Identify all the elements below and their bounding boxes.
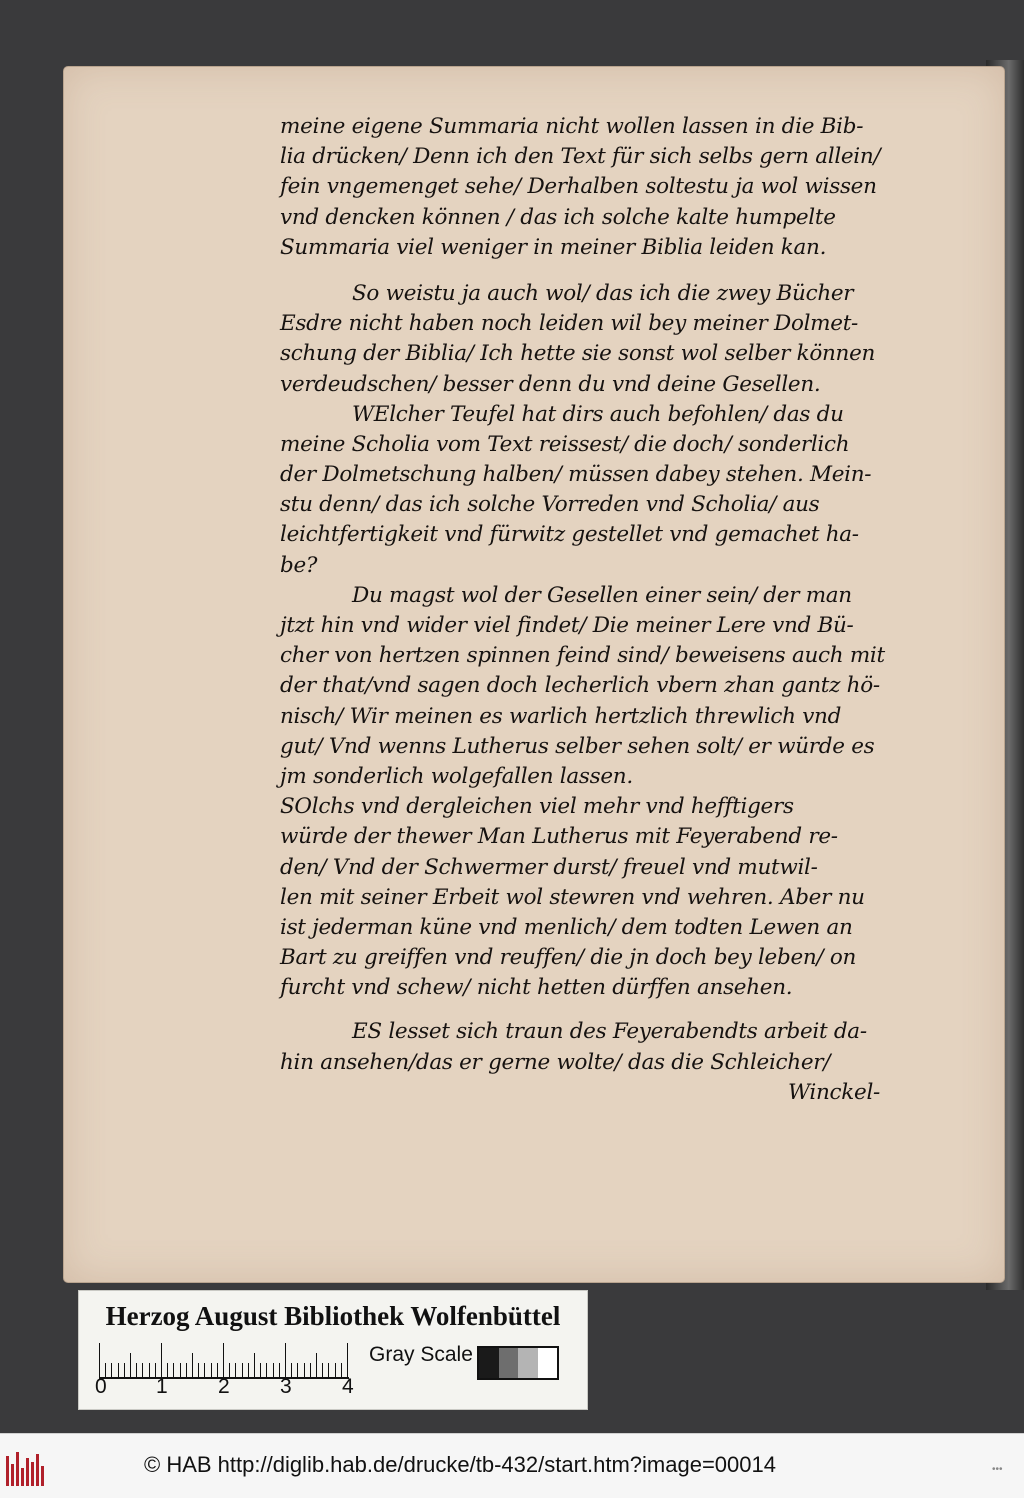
gray-swatch [499, 1348, 519, 1378]
ruler-numbers [95, 1375, 359, 1403]
text-line: der Dolmetschung halben/ müssen dabey stehen. Mein- [280, 462, 872, 488]
ruler-tick [99, 1343, 100, 1377]
text-line: hin ansehen/das er gerne wolte/ das die Schleicher/ [280, 1049, 831, 1075]
text-line: WElcher Teufel hat dirs auch befohlen/ das du [352, 401, 844, 427]
text-line: den/ Vnd der Schwermer durst/ freuel vnd mutwil- [280, 854, 818, 880]
text-line: ES lesset sich traun des Feyerabendts arbeit da- [352, 1019, 867, 1045]
ruler-tick [192, 1353, 193, 1377]
text-line: len mit seiner Erbeit wol stewren vnd wehren. Aber nu [280, 884, 865, 910]
text-line: jm sonderlich wolgefallen lassen. [280, 763, 633, 789]
copyright-link[interactable]: © HAB http://diglib.hab.de/drucke/tb-432/start.htm?image=00014 [144, 1452, 776, 1477]
ruler-tick [347, 1343, 348, 1377]
ruler-tick [223, 1343, 224, 1377]
ruler-tick [316, 1353, 317, 1377]
text-line: stu denn/ das ich solche Vorreden vnd Scholia/ aus [280, 492, 820, 518]
hab-logo-icon [6, 1450, 46, 1486]
gray-scale-label: Gray Scale [369, 1343, 473, 1366]
ruler-number: 3 [280, 1375, 292, 1398]
text-line: Du magst wol der Gesellen einer sein/ der man [352, 582, 852, 608]
text-line: be? [280, 552, 318, 578]
library-title: Herzog August Bibliothek Wolfenbüttel [105, 1301, 561, 1331]
ruler-number: 2 [218, 1375, 230, 1398]
color-scale-card [78, 1290, 588, 1410]
text-line: meine eigene Summaria nicht wollen lassen in die Bib- [280, 114, 864, 139]
text-line: leichtfertigkeit vnd fürwitz gestellet vnd gemachet ha- [280, 522, 859, 548]
gray-swatch [479, 1348, 499, 1378]
gray-swatch [538, 1348, 558, 1378]
text-line: der that/vnd sagen doch lecherlich vbern zhan gantz hö- [280, 673, 880, 699]
ruler-number: 1 [156, 1375, 168, 1398]
text-line: cher von hertzen spinnen feind sind/ beweisens auch mit [280, 643, 885, 669]
text-line: Bart zu greiffen vnd reuffen/ die jn doch bey leben/ on [280, 945, 857, 971]
gray-swatch [518, 1348, 538, 1378]
catchword: Winckel- [788, 1079, 880, 1105]
text-line: SOlchs vnd dergleichen viel mehr vnd hefftigers [280, 794, 794, 820]
text-line: lia drücken/ Denn ich den Text für sich selbs gern allein/ [280, 144, 881, 170]
gray-scale-swatches [477, 1346, 559, 1380]
ruler-tick [130, 1353, 131, 1377]
ruler-number: 0 [95, 1375, 107, 1398]
ruler-tick [285, 1343, 286, 1377]
ruler-tick [254, 1353, 255, 1377]
ruler-number: 4 [342, 1375, 354, 1398]
text-line: würde der thewer Man Lutherus mit Feyerabend re- [280, 824, 838, 850]
ruler-tick [161, 1343, 162, 1377]
text-line: meine Scholia vom Text reissest/ die doch/ sonderlich [280, 431, 850, 457]
text-line: Summaria viel weniger in meiner Biblia leiden kan. [280, 234, 827, 260]
text-line: jtzt hin vnd wider viel findet/ Die meiner Lere vnd Bü- [280, 613, 854, 638]
text-line: fein vngemenget sehe/ Derhalben soltestu ja wol wissen [280, 174, 877, 200]
text-line: Esdre nicht haben noch leiden wil bey meiner Dolmet- [280, 311, 859, 337]
text-line: furcht vnd schew/ nicht hetten dürffen ansehen. [280, 975, 793, 1001]
text-line: gut/ Vnd wenns Lutherus selber sehen solt/ er würde es [280, 733, 875, 759]
text-line: ist jederman küne vnd menlich/ dem todten Lewen an [280, 914, 853, 940]
text-line: So weistu ja auch wol/ das ich die zwey Bücher [352, 280, 854, 306]
page-text [280, 112, 885, 1108]
ruler-scale [99, 1343, 349, 1379]
text-line: schung der Biblia/ Ich hette sie sonst wol selber können [280, 341, 876, 367]
viewer-footer [0, 1433, 1024, 1498]
more-icon[interactable]: ••• [992, 1464, 1003, 1475]
text-line: vnd dencken können / das ich solche kalte humpelte [280, 204, 836, 230]
text-line: nisch/ Wir meinen es warlich hertzlich threwlich vnd [280, 703, 842, 729]
text-line: verdeudschen/ besser denn du vnd deine Gesellen. [280, 371, 821, 397]
